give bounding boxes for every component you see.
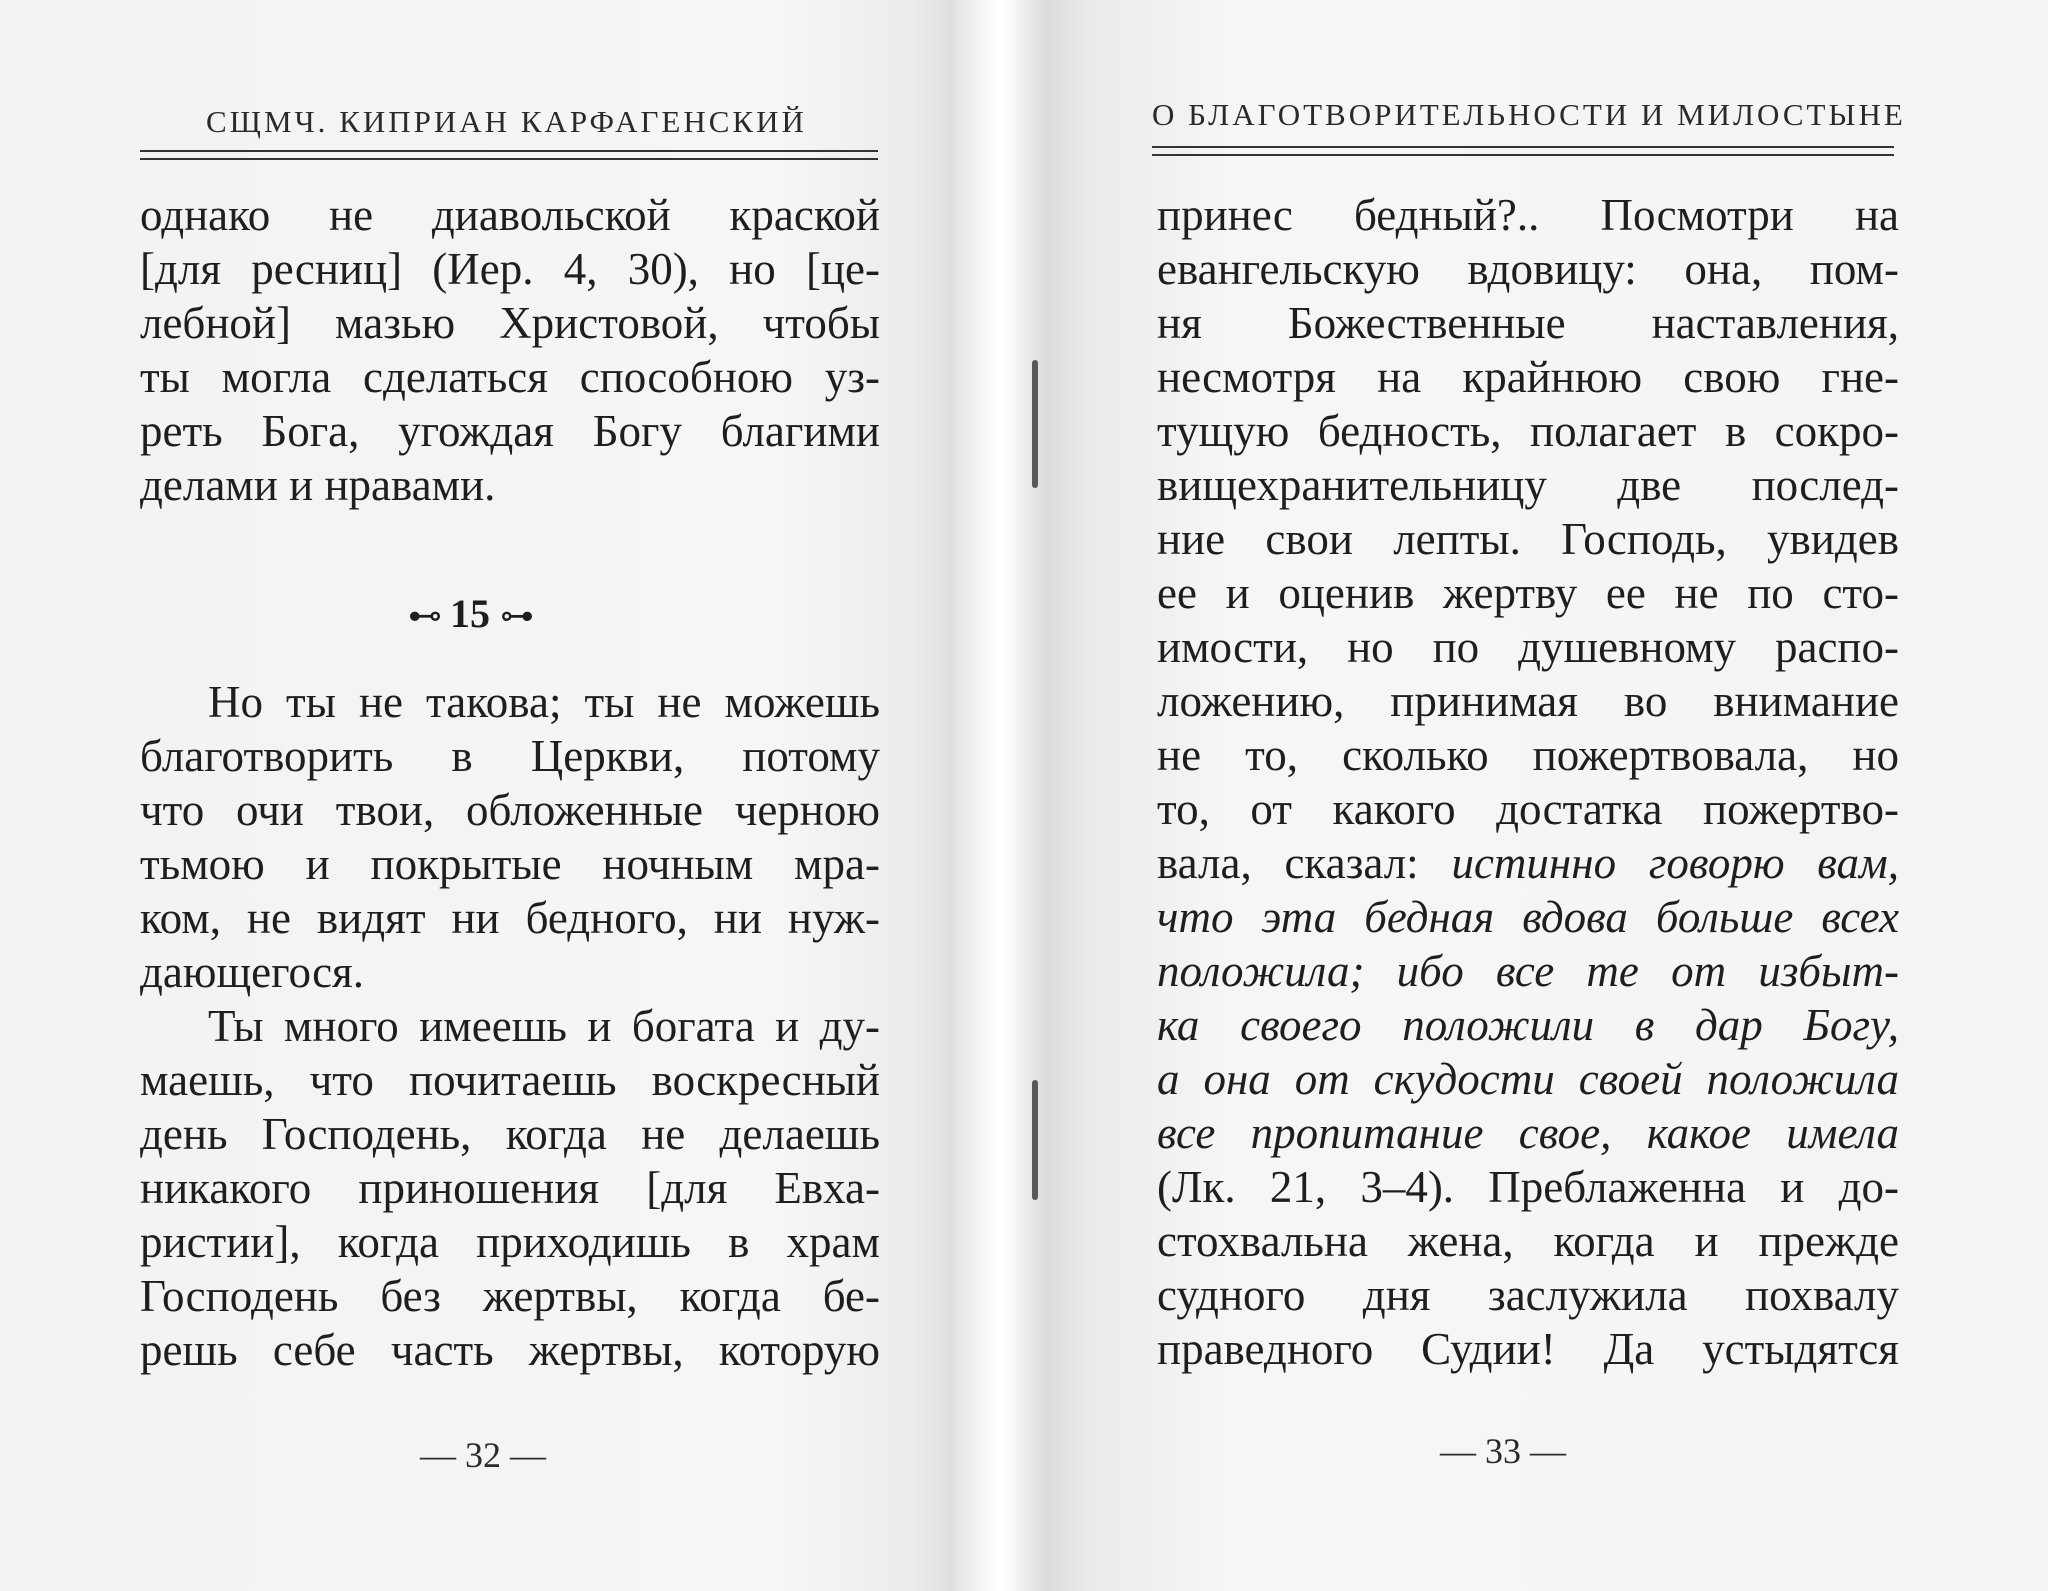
text-line: ком, не видят ни бедного, ни нуж- [140, 893, 880, 943]
text-line: Господень без жертвы, когда бе- [140, 1271, 880, 1321]
text-line: тущую бедность, полагает в сокро- [1157, 406, 1899, 456]
text-line: что очи твои, обложенные черною [140, 785, 880, 835]
section-ornament-left: ⊷ [408, 598, 440, 635]
text-line: тьмою и покрытые ночным мра- [140, 839, 880, 889]
right-running-head: О БЛАГОТВОРИТЕЛЬНОСТИ И МИЛОСТЫНЕ [1152, 97, 1906, 132]
text-line: Ты много имеешь и богата и ду- [208, 1001, 880, 1051]
text-line: однако не диавольской краской [140, 190, 880, 240]
text-line: праведного Судии! Да устыдятся [1157, 1324, 1899, 1374]
text-line: то, от какого достатка пожертво- [1157, 784, 1899, 834]
text-line: ложению, принимая во внимание [1157, 676, 1899, 726]
italic-quote-line: все пропитание свое, какое имела [1157, 1108, 1899, 1158]
text-line: несмотря на крайнюю свою гне- [1157, 352, 1899, 402]
section-ornament-right: ⊶ [500, 598, 532, 635]
left-page-number: — 32 — [420, 1435, 546, 1475]
right-page-number: — 33 — [1440, 1431, 1566, 1471]
text-line: делами и нравами. [140, 460, 496, 510]
left-paragraph-1 [140, 675, 880, 999]
text-line: [для ресниц] (Иер. 4, 30), но [це- [140, 244, 880, 294]
italic-quote-line: положила; ибо все те от избыт- [1157, 946, 1899, 996]
text-line: (Лк. 21, 3–4). Преблаженна и до- [1157, 1162, 1899, 1212]
text-line: Но ты не такова; ты не можешь [208, 677, 880, 727]
italic-quote-line: а она от скудости своей положила [1157, 1054, 1899, 1104]
right-text [1157, 188, 1899, 1376]
text-line: не то, сколько пожертвовала, но [1157, 730, 1899, 780]
staple-bottom [1032, 1080, 1038, 1200]
text-line-mixed [1157, 836, 1899, 890]
left-running-head: СЩМЧ. КИПРИАН КАРФАГЕНСКИЙ [206, 104, 807, 139]
text-line: ня Божественные наставления, [1157, 298, 1899, 348]
left-text-top [140, 188, 880, 512]
book-gutter [955, 0, 1045, 1591]
text-line: ты могла сделаться способною уз- [140, 352, 880, 402]
text-line: имости, но по душевному распо- [1157, 622, 1899, 672]
section-heading [408, 590, 532, 637]
text-line: принес бедный?.. Посмотри на [1157, 190, 1899, 240]
text-line: дающегося. [140, 947, 364, 997]
text-line: евангельскую вдовицу: она, пом- [1157, 244, 1899, 294]
text-line: лебной] мазью Христовой, чтобы [140, 298, 880, 348]
text-line: судного дня заслужила похвалу [1157, 1270, 1899, 1320]
text-line: маешь, что почитаешь воскресный [140, 1055, 880, 1105]
section-number: 15 [450, 591, 490, 636]
text-line: благотворить в Церкви, потому [140, 731, 880, 781]
text-line: ее и оценив жертву ее не по сто- [1157, 568, 1899, 618]
italic-quote-line: ка своего положили в дар Богу, [1157, 1000, 1899, 1050]
text-line: ние свои лепты. Господь, увидев [1157, 514, 1899, 564]
text-line: ристии], когда приходишь в храм [140, 1217, 880, 1267]
right-header-rule [1152, 146, 1894, 156]
text-line: стохвальна жена, когда и прежде [1157, 1216, 1899, 1266]
text-line: реть Бога, угождая Богу благими [140, 406, 880, 456]
plain-segment: вала, сказал: [1157, 838, 1452, 888]
staple-top [1032, 360, 1038, 488]
text-line: никакого приношения [для Евха- [140, 1163, 880, 1213]
left-paragraph-2 [140, 999, 880, 1377]
italic-quote-line: что эта бедная вдова больше всех [1157, 892, 1899, 942]
text-line: день Господень, когда не делаешь [140, 1109, 880, 1159]
italic-quote-segment: истинно говорю вам, [1451, 838, 1899, 888]
text-line: вищехранительницу две послед- [1157, 460, 1899, 510]
text-line: решь себе часть жертвы, которую [140, 1325, 880, 1375]
left-header-rule [140, 150, 878, 160]
